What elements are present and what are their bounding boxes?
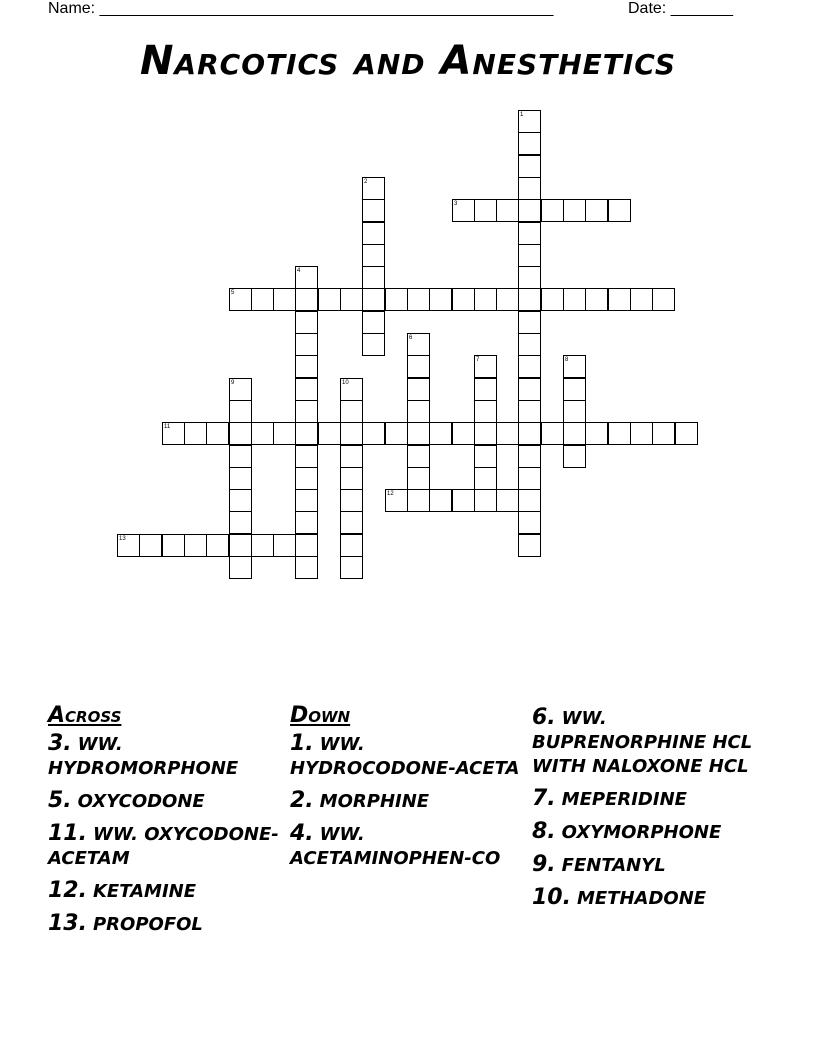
page-title: Narcotics and Anesthetics [139, 38, 677, 84]
grid-cell[interactable] [474, 288, 497, 311]
clue-item-text: OXYMORPHONE [561, 822, 722, 843]
clue-item [290, 822, 528, 871]
grid-cell[interactable] [251, 534, 274, 557]
clue-item [532, 787, 762, 812]
clue-item-text: WW. ACETAMINOPHEN-CO [290, 824, 501, 869]
grid-cell[interactable] [340, 400, 363, 423]
grid-cell[interactable] [608, 199, 631, 222]
grid-cell[interactable] [518, 445, 541, 468]
clue-number: 12 [387, 491, 394, 497]
clue-number: 4 [297, 268, 301, 274]
grid-cell[interactable] [518, 177, 541, 200]
grid-cell[interactable] [563, 445, 586, 468]
grid-cell[interactable] [652, 422, 675, 445]
grid-cell[interactable] [496, 422, 519, 445]
clue-item [48, 879, 288, 904]
grid-cell[interactable] [585, 288, 608, 311]
clue-item [48, 822, 288, 871]
grid-cell[interactable] [273, 288, 296, 311]
grid-cell[interactable] [407, 288, 430, 311]
grid-cell[interactable] [295, 266, 318, 289]
grid-cell[interactable] [474, 400, 497, 423]
grid-cell[interactable] [518, 311, 541, 334]
clue-number: 11 [164, 424, 171, 430]
grid-cell[interactable] [340, 511, 363, 534]
grid-cell[interactable] [518, 155, 541, 178]
grid-cell[interactable] [518, 400, 541, 423]
grid-cell[interactable] [407, 422, 430, 445]
grid-cell[interactable] [541, 199, 564, 222]
grid-cell[interactable] [407, 467, 430, 490]
grid-cell[interactable] [585, 422, 608, 445]
grid-cell[interactable] [563, 199, 586, 222]
grid-cell[interactable] [340, 534, 363, 557]
grid-cell[interactable] [541, 422, 564, 445]
clue-item-number: 3. [48, 731, 72, 756]
clue-item-number: 9. [532, 852, 556, 877]
grid-cell[interactable] [585, 199, 608, 222]
grid-cell[interactable] [407, 489, 430, 512]
clue-number: 13 [119, 536, 126, 542]
grid-cell[interactable] [474, 422, 497, 445]
across-heading: Across [48, 703, 122, 728]
grid-cell[interactable] [162, 534, 185, 557]
grid-cell[interactable] [206, 534, 229, 557]
grid-cell[interactable] [340, 467, 363, 490]
grid-cell[interactable] [340, 422, 363, 445]
grid-cell[interactable] [608, 422, 631, 445]
grid-cell[interactable] [407, 400, 430, 423]
clue-number: 2 [364, 179, 368, 185]
grid-cell[interactable] [362, 222, 385, 245]
clue-number: 6 [409, 335, 413, 341]
clue-item [532, 886, 762, 911]
clue-item [290, 732, 528, 781]
grid-cell[interactable] [340, 288, 363, 311]
grid-cell[interactable] [295, 378, 318, 401]
clue-number: 5 [231, 290, 235, 296]
grid-cell[interactable] [429, 288, 452, 311]
grid-cell[interactable] [518, 333, 541, 356]
clue-item [532, 706, 762, 779]
grid-cell[interactable] [518, 110, 541, 133]
clue-item-text: WW. HYDROCODONE-ACETA [290, 734, 520, 779]
grid-cell[interactable] [229, 288, 252, 311]
grid-cell[interactable] [229, 511, 252, 534]
grid-cell[interactable] [295, 400, 318, 423]
clue-number: 1 [520, 112, 524, 118]
grid-cell[interactable] [407, 355, 430, 378]
grid-cell[interactable] [474, 445, 497, 468]
grid-cell[interactable] [518, 132, 541, 155]
grid-cell[interactable] [340, 445, 363, 468]
grid-cell[interactable] [630, 288, 653, 311]
grid-cell[interactable] [229, 400, 252, 423]
grid-cell[interactable] [407, 378, 430, 401]
grid-cell[interactable] [563, 378, 586, 401]
date-label: Date: [628, 0, 671, 17]
clue-item-text: WW. BUPRENORPHINE HCL WITH NALOXONE HCL [532, 708, 753, 777]
grid-cell[interactable] [608, 288, 631, 311]
clue-item-text: OXYCODONE [77, 791, 205, 812]
grid-cell[interactable] [273, 534, 296, 557]
clue-item-text: METHADONE [576, 888, 707, 909]
grid-cell[interactable] [251, 288, 274, 311]
grid-cell[interactable] [162, 422, 185, 445]
grid-cell[interactable] [362, 244, 385, 267]
clue-item-number: 11. [48, 821, 87, 846]
grid-cell[interactable] [318, 288, 341, 311]
clue-item-text: PROPOFOL [92, 914, 203, 935]
grid-cell[interactable] [474, 467, 497, 490]
clue-item-number: 8. [532, 819, 556, 844]
grid-cell[interactable] [407, 333, 430, 356]
grid-cell[interactable] [362, 199, 385, 222]
grid-cell[interactable] [474, 355, 497, 378]
grid-cell[interactable] [295, 489, 318, 512]
clue-item [290, 789, 528, 814]
clue-number: 10 [342, 380, 349, 386]
grid-cell[interactable] [184, 422, 207, 445]
clue-item-text: WW. HYDROMORPHONE [48, 734, 239, 779]
grid-cell[interactable] [429, 489, 452, 512]
grid-cell[interactable] [385, 489, 408, 512]
grid-cell[interactable] [295, 467, 318, 490]
grid-cell[interactable] [563, 400, 586, 423]
clue-item [48, 789, 288, 814]
down-heading: Down [290, 703, 351, 728]
clue-item [532, 853, 762, 878]
grid-cell[interactable] [295, 534, 318, 557]
clue-item-number: 4. [290, 821, 314, 846]
grid-cell[interactable] [206, 422, 229, 445]
clue-number: 9 [231, 380, 235, 386]
clue-item [532, 820, 762, 845]
grid-cell[interactable] [518, 467, 541, 490]
grid-cell[interactable] [452, 199, 475, 222]
grid-cell[interactable] [630, 422, 653, 445]
clue-number: 7 [476, 357, 480, 363]
name-line[interactable]: ___________________________________________________ [99, 0, 554, 17]
grid-cell[interactable] [518, 489, 541, 512]
grid-cell[interactable] [518, 378, 541, 401]
grid-cell[interactable] [229, 556, 252, 579]
clue-number: 3 [454, 201, 458, 207]
grid-cell[interactable] [518, 288, 541, 311]
grid-cell[interactable] [340, 556, 363, 579]
grid-cell[interactable] [229, 445, 252, 468]
grid-cell[interactable] [474, 489, 497, 512]
clue-item-text: KETAMINE [92, 881, 197, 902]
grid-cell[interactable] [385, 288, 408, 311]
grid-cell[interactable] [362, 288, 385, 311]
grid-cell[interactable] [518, 355, 541, 378]
down-clues-continued [532, 706, 762, 919]
grid-cell[interactable] [229, 489, 252, 512]
clue-item-number: 7. [532, 786, 556, 811]
grid-cell[interactable] [563, 422, 586, 445]
grid-cell[interactable] [295, 288, 318, 311]
clue-item-number: 2. [290, 788, 314, 813]
grid-cell[interactable] [496, 489, 519, 512]
grid-cell[interactable] [518, 534, 541, 557]
grid-cell[interactable] [474, 199, 497, 222]
clue-item-number: 13. [48, 911, 87, 936]
grid-cell[interactable] [518, 422, 541, 445]
clue-item-number: 5. [48, 788, 72, 813]
grid-cell[interactable] [563, 288, 586, 311]
grid-cell[interactable] [139, 534, 162, 557]
clue-item-number: 12. [48, 878, 87, 903]
grid-cell[interactable] [251, 422, 274, 445]
grid-cell[interactable] [229, 422, 252, 445]
grid-cell[interactable] [340, 378, 363, 401]
clue-item-text: MEPERIDINE [561, 789, 687, 810]
clue-number: 8 [565, 357, 569, 363]
grid-cell[interactable] [362, 177, 385, 200]
grid-cell[interactable] [318, 422, 341, 445]
grid-cell[interactable] [452, 422, 475, 445]
down-clues [290, 703, 528, 879]
grid-cell[interactable] [452, 288, 475, 311]
grid-cell[interactable] [452, 489, 475, 512]
across-clues [48, 703, 288, 945]
grid-cell[interactable] [407, 445, 430, 468]
grid-cell[interactable] [295, 511, 318, 534]
grid-cell[interactable] [340, 489, 363, 512]
grid-cell[interactable] [518, 199, 541, 222]
grid-cell[interactable] [295, 445, 318, 468]
clue-item [48, 912, 288, 937]
grid-cell[interactable] [295, 556, 318, 579]
grid-cell[interactable] [229, 378, 252, 401]
grid-cell[interactable] [652, 288, 675, 311]
grid-cell[interactable] [518, 222, 541, 245]
grid-cell[interactable] [295, 333, 318, 356]
grid-cell[interactable] [295, 355, 318, 378]
grid-cell[interactable] [295, 422, 318, 445]
grid-cell[interactable] [229, 534, 252, 557]
grid-cell[interactable] [496, 199, 519, 222]
clue-item [48, 732, 288, 781]
grid-cell[interactable] [518, 244, 541, 267]
grid-cell[interactable] [362, 266, 385, 289]
grid-cell[interactable] [385, 422, 408, 445]
grid-cell[interactable] [362, 422, 385, 445]
grid-cell[interactable] [184, 534, 207, 557]
clue-item-text: FENTANYL [561, 855, 666, 876]
date-line[interactable]: _______ [670, 0, 733, 17]
grid-cell[interactable] [541, 288, 564, 311]
clue-item-number: 1. [290, 731, 314, 756]
grid-cell[interactable] [362, 333, 385, 356]
clue-item-text: MORPHINE [319, 791, 430, 812]
grid-cell[interactable] [229, 467, 252, 490]
grid-cell[interactable] [675, 422, 698, 445]
grid-cell[interactable] [362, 311, 385, 334]
grid-cell[interactable] [474, 378, 497, 401]
grid-cell[interactable] [117, 534, 140, 557]
clue-item-text: WW. OXYCODONE-ACETAM [48, 824, 279, 869]
grid-cell[interactable] [496, 288, 519, 311]
grid-cell[interactable] [563, 355, 586, 378]
clue-item-number: 6. [532, 705, 556, 730]
grid-cell[interactable] [518, 266, 541, 289]
name-label: Name: [48, 0, 100, 17]
grid-cell[interactable] [429, 422, 452, 445]
grid-cell[interactable] [518, 511, 541, 534]
grid-cell[interactable] [295, 311, 318, 334]
grid-cell[interactable] [273, 422, 296, 445]
clue-item-number: 10. [532, 885, 571, 910]
